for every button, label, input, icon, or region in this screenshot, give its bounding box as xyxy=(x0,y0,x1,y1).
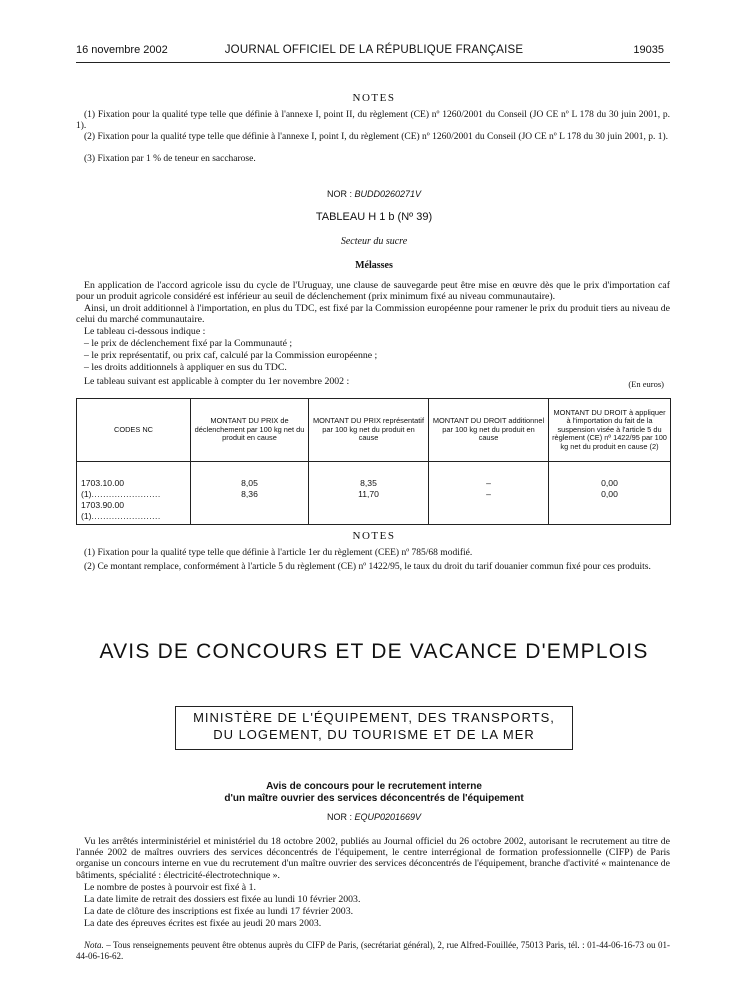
avis-line: La date de clôture des inscriptions est fixée au lundi 17 février 2003. xyxy=(84,906,354,917)
list-item: – les droits additionnels à appliquer en sus du TDC. xyxy=(84,362,287,373)
avis-line: La date limite de retrait des dossiers est fixée au lundi 10 février 2003. xyxy=(84,894,361,905)
note-3: (3) Fixation par 1 % de teneur en saccharose. xyxy=(84,154,256,164)
trigger-price: 8,36 xyxy=(241,489,258,499)
representative-price: 11,70 xyxy=(358,489,379,499)
avis-nor: NOR : EQUP0201669V xyxy=(326,812,422,822)
additional-duty: – xyxy=(486,478,491,488)
section-title: AVIS DE CONCOURS ET DE VACANCE D'EMPLOIS xyxy=(99,640,649,663)
intro-paragraph-1: En application de l'accord agricole issu du cycle de l'Uruguay, une clause de sauvegarde peut être mise en œuvre dès que le prix d'importation caf pour un produit agricole considéré est inférieur au seuil de déclenchement (prix minimum fixé au niveau communautaire). xyxy=(76,280,670,303)
applicable-date: Le tableau suivant est applicable à compter du 1er novembre 2002 : xyxy=(84,376,350,387)
column-header: MONTANT DU PRIX de déclenchement par 100 kg net du produit en cause xyxy=(191,399,309,462)
note-1: (1) Fixation pour la qualité type telle que définie à l'annexe I, point II, du règlement (CE) nº 1260/2001 du Conseil (JO CE nº L 178 du 30 juin 2001, p. 1). xyxy=(76,110,670,131)
avis-line: Le nombre de postes à pourvoir est fixé à 1. xyxy=(84,882,256,893)
table-row xyxy=(77,462,671,525)
notes-title: NOTES xyxy=(352,530,396,542)
list-intro: Le tableau ci-dessous indique : xyxy=(84,326,206,337)
code-cell xyxy=(77,462,191,525)
header-rule xyxy=(76,62,670,63)
trigger-price-cell xyxy=(191,462,309,525)
list-item: – le prix représentatif, ou prix caf, calculé par la Commission européenne ; xyxy=(84,350,378,361)
nc-code: 1703.90.00 (1) xyxy=(81,500,125,521)
page-number: 19035 xyxy=(633,44,664,56)
nota-label: Nota. – xyxy=(84,940,111,950)
nota-text: Tous renseignements peuvent être obtenus auprès du CIFP de Paris, (secrétariat général), 2, rue Alfred-Fouillée, 75013 Paris, tél. : 01-44-06-16-73 ou 01-44-06-16-62. xyxy=(76,940,670,961)
representative-price: 8,35 xyxy=(360,478,377,488)
tariff-table xyxy=(76,398,671,525)
ministry-line: DU LOGEMENT, DU TOURISME ET DE LA MER xyxy=(213,727,535,742)
applied-duty-cell xyxy=(549,462,671,525)
column-header: CODES NC xyxy=(77,399,191,462)
applied-duty: 0,00 xyxy=(601,478,618,488)
applied-duty: 0,00 xyxy=(601,489,618,499)
ministry-line: MINISTÈRE DE L'ÉQUIPEMENT, DES TRANSPORTS, xyxy=(193,710,555,725)
column-header: MONTANT DU DROIT additionnel par 100 kg net du produit en cause xyxy=(429,399,549,462)
nota xyxy=(76,940,670,961)
note-1: (1) Fixation pour la qualité type telle que définie à l'article 1er du règlement (CEE) nº 785/68 modifié. xyxy=(84,548,473,558)
intro-paragraph-2: Ainsi, un droit additionnel à l'importation, en plus du TDC, est fixé par la Commission européenne pour ramener le prix du produit tiers au niveau de celui du marché communautaire. xyxy=(76,303,670,326)
representative-price-cell xyxy=(309,462,429,525)
list-item: – le prix de déclenchement fixé par la Communauté ; xyxy=(84,338,293,349)
tableau-sector: Secteur du sucre xyxy=(340,236,408,247)
nc-code: 1703.10.00 (1) xyxy=(81,478,125,499)
notes-title: NOTES xyxy=(352,92,396,104)
trigger-price: 8,05 xyxy=(241,478,258,488)
avis-title xyxy=(0,781,748,805)
journal-title: JOURNAL OFFICIEL DE LA RÉPUBLIQUE FRANÇAISE xyxy=(224,44,524,56)
header-date: 16 novembre 2002 xyxy=(76,44,168,56)
additional-duty: – xyxy=(486,489,491,499)
note-2: (2) Ce montant remplace, conformément à l'article 5 du règlement (CE) nº 1422/95, le taux du droit du tarif douanier commun fixé pour ces produits. xyxy=(84,562,651,572)
column-header: MONTANT DU DROIT à appliquer à l'importation du fait de la suspension visée à l'article 5 du règlement (CE) nº 1422/95 par 100 kg net du produit en cause (2) xyxy=(549,399,671,462)
avis-body: Vu les arrêtés interministériel et ministériel du 18 octobre 2002, publiés au Journal officiel du 26 octobre 2002, autorisant le recrutement au titre de l'année 2002 de maîtres ouvriers des services déconcentrés de l'équipement, le centre interrégional de formation professionnelle (CIFP) de Paris organise un concours interne en vue du recrutement d'un maître ouvrier des services déconcentrés de l'équipement, branche d'activité « maintenance de bâtiments, spécialité : électricité-électrotechnique ». xyxy=(76,836,670,881)
column-header: MONTANT DU PRIX représentatif par 100 kg net du produit en cause xyxy=(309,399,429,462)
additional-duty-cell xyxy=(429,462,549,525)
dot-leader: ........................ xyxy=(91,511,161,521)
tableau-product: Mélasses xyxy=(355,260,393,271)
avis-title-line: Avis de concours pour le recrutement interne xyxy=(266,781,482,792)
tableau-title: TABLEAU H 1 b (Nº 39) xyxy=(315,211,433,223)
tableau-nor: NOR : BUDD0260271V xyxy=(326,189,422,199)
currency-unit: (En euros) xyxy=(628,379,664,389)
ministry-box xyxy=(175,706,573,750)
dot-leader: ........................ xyxy=(91,489,161,499)
avis-title-line: d'un maître ouvrier des services déconcentrés de l'équipement xyxy=(224,793,524,804)
avis-line: La date des épreuves écrites est fixée au jeudi 20 mars 2003. xyxy=(84,918,322,929)
note-2: (2) Fixation pour la qualité type telle que définie à l'annexe I, point I, du règlement (CE) nº 1260/2001 du Conseil (JO CE nº L 178 du 30 juin 2001, p. 1). xyxy=(84,132,668,142)
